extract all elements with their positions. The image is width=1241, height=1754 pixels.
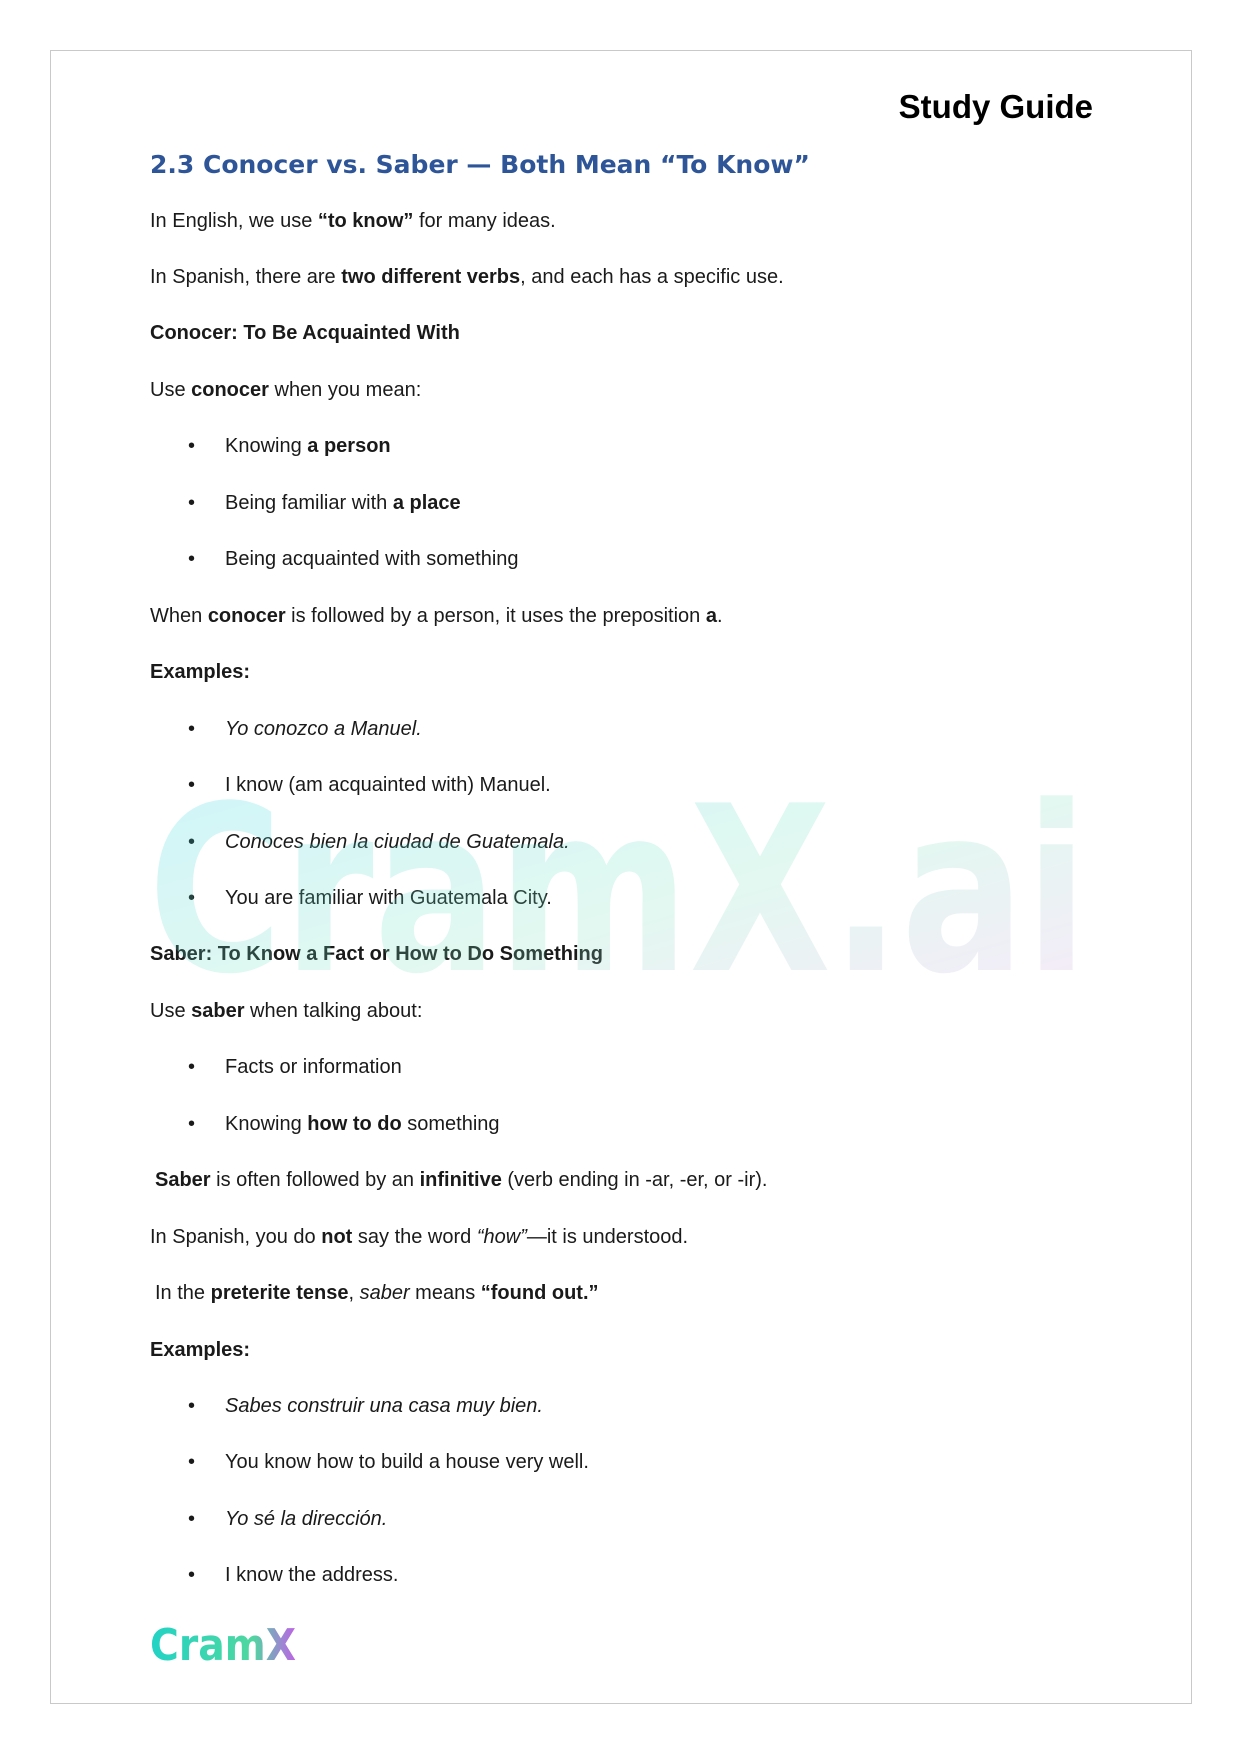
two-verbs-paragraph: In Spanish, there are two different verbs, and each has a specific use. [150,266,784,288]
infinitive-paragraph: Saber is often followed by an infinitive (verb ending in -ar, -er, or -ir). [155,1169,768,1191]
saber-heading: Saber: To Know a Fact or How to Do Something [150,943,603,965]
cramx-footer-logo [150,1620,300,1668]
section-title: 2.3 Conocer vs. Saber — Both Mean “To Know” [150,150,810,179]
page-frame [50,50,1192,1704]
svg-text:CramX: CramX [150,1620,297,1668]
conocer-heading: Conocer: To Be Acquainted With [150,322,460,344]
intro-paragraph: In English, we use “to know” for many ideas. [150,210,556,232]
how-paragraph: In Spanish, you do not say the word “how”—it is understood. [150,1226,689,1248]
header-title: Study Guide [898,88,1093,125]
conocer-use-paragraph: Use conocer when you mean: [150,379,422,401]
svg-text:CramX.ai: CramX.ai [148,758,1088,995]
preposition-paragraph: When conocer is followed by a person, it uses the preposition a. [150,605,723,627]
examples-label: Examples: [150,1339,251,1361]
examples-label: Examples: [150,661,251,683]
saber-use-paragraph: Use saber when talking about: [150,1000,423,1022]
preterite-paragraph: In the preterite tense, saber means “found out.” [155,1282,599,1304]
